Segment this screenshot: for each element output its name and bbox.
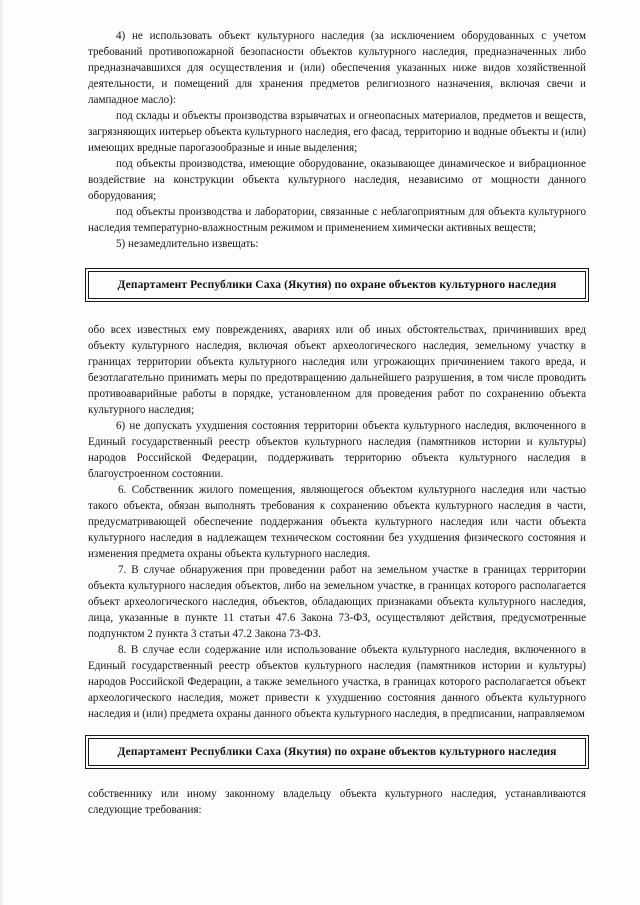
paragraph-section-7: 7. В случае обнаружения при проведении работ на земельном участке в границах территории объекта культурного наследия объектов, либо на земельном участке, в границах которого располагается объект археологического наследия, объектов, обладающих признаками объекта культурного наследия, лица, указанные в пункте 11 статьи 47.6 Закона 73-ФЗ, осуществляют действия, предусмотренные подпунктом 2 пункта 3 статьи 47.2 Закона 73-ФЗ.: [88, 564, 586, 640]
paragraph-requirements: собственнику или иному законному владельцу объекта культурного наследия, устанавливаются следующие требования:: [88, 788, 586, 816]
paragraph-item-5: 5) незамедлительно извещать:: [116, 238, 259, 250]
section-obligations: [88, 28, 586, 252]
paragraph-warehouses: под склады и объекты производства взрывчатых и огнеопасных материалов, предметов и веществ, загрязняющих интерьер объекта культурного наследия, его фасад, территорию и водные объекты и (или) имеющих вредные парогазообразные и иные выделения;: [88, 110, 586, 154]
department-stamp-top: Департамент Республики Саха (Якутия) по охране объектов культурного наследия: [88, 271, 586, 299]
paragraph-section-6: 6. Собственник жилого помещения, являющегося объектом культурного наследия или частью такого объекта, обязан выполнять требования к сохранению объекта культурного наследия в части, предусматривающей обеспечение поддержания объекта культурного наследия или части объекта культурного наследия в надлежащем техническом состоянии без ухудшения физического состояния и изменения предмета охраны объекта культурного наследия.: [88, 484, 586, 560]
paragraph-damage-report: обо всех известных ему повреждениях, авариях или об иных обстоятельствах, причинивших вред объекту культурного наследия, включая объект археологического наследия, земельному участку в границах территории объекта культурного наследия или угрожающих причинением такого вреда, и безотлагательно принимать меры по предотвращению дальнейшего разрушения, в том числе проводить противоаварийные работы в порядке, установленном для проведения работ по сохранению объекта культурного наследия;: [88, 324, 586, 416]
document-page: [88, 28, 586, 818]
paragraph-item-4: 4) не использовать объект культурного наследия (за исключением оборудованных с учетом требований противопожарной безопасности объектов культурного наследия, предназначенных либо предназначавшихся для осуществления и (или) обеспечения указанных ниже видов хозяйственной деятельности, и помещений для хранения предметов религиозного назначения, включая свечи и лампадное масло):: [88, 30, 586, 106]
paragraph-laboratories: под объекты производства и лаборатории, связанные с неблагоприятным для объекта культурного наследия температурно-влажностным режимом и применением химически активных веществ;: [88, 206, 586, 234]
paragraph-section-8: 8. В случае если содержание или использование объекта культурного наследия, включенного в Единый государственный реестр объектов культурного наследия (памятников истории и культуры) народов Российской Федерации, а также земельного участка, в границах которого располагается объект археологического наследия, может привести к ухудшению состояния данного объекта культурного наследия и (или) предмета охраны данного объекта культурного наследия, в предписании, направляемом: [88, 644, 586, 720]
paragraph-item-6: 6) не допускать ухудшения состояния территории объекта культурного наследия, включенного в Единый государственный реестр объектов культурного наследия (памятников истории и культуры) народов Российской Федерации, поддерживать территорию объекта культурного наследия в благоустроенном состоянии.: [88, 420, 586, 480]
section-requirements: [88, 786, 586, 818]
scan-edge: [0, 0, 4, 905]
department-stamp-bottom: Департамент Республики Саха (Якутия) по охране объектов культурного наследия: [88, 738, 586, 766]
paragraph-production-objects: под объекты производства, имеющие оборудование, оказывающее динамическое и вибрационное воздействие на конструкции объекта культурного наследия, независимо от мощности данного оборудования;: [88, 158, 586, 202]
section-notifications: [88, 322, 586, 722]
